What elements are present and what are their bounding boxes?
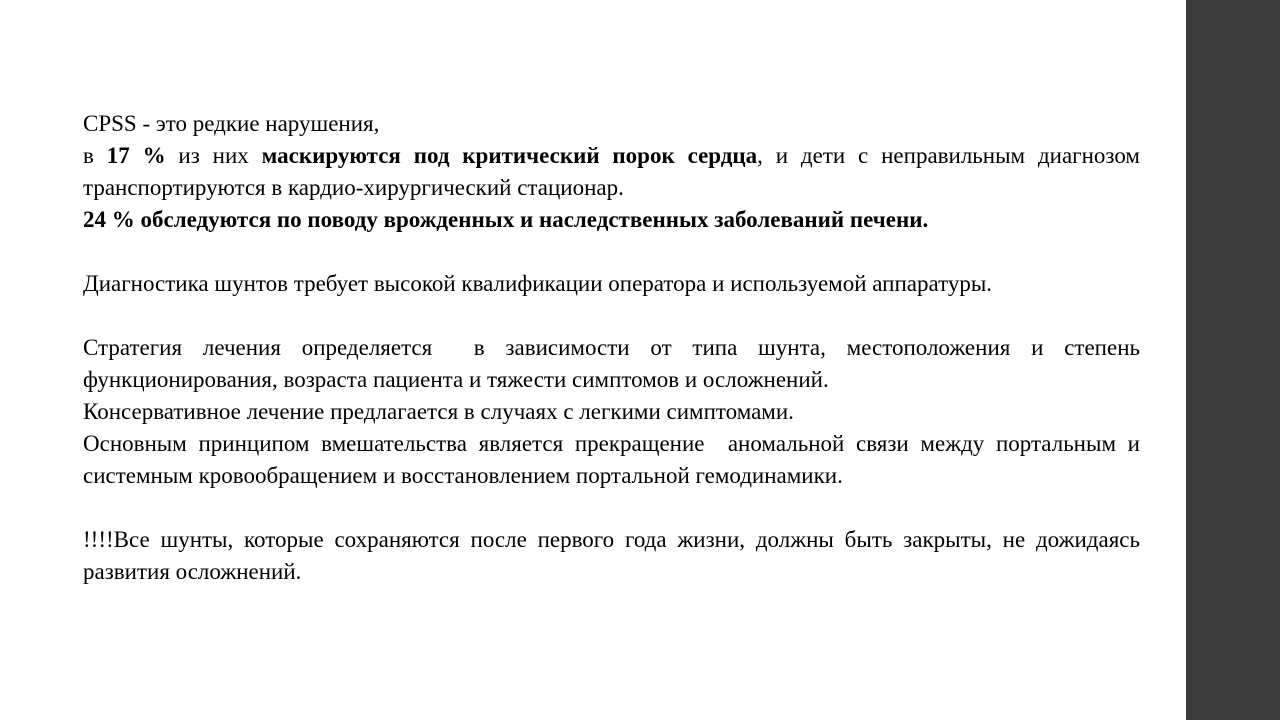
paragraph-liver-diseases — [83, 204, 1140, 236]
slide-body-text — [83, 108, 1146, 588]
paragraph-principle: Основным принципом вмешательства является прекращение аномальной связи между портальным и системным кровообращением и восстановлением портальной гемодинамики. — [83, 431, 1146, 488]
text-segment: в — [83, 143, 107, 168]
paragraph-diagnostics: Диагностика шунтов требует высокой квалификации оператора и используемой аппаратуры. — [83, 271, 993, 296]
paragraph-cpss-intro: CPSS - это редкие нарушения, — [83, 111, 380, 136]
text-segment: из них — [165, 143, 262, 168]
side-panel — [1186, 0, 1280, 720]
text-segment: , и дети с неправильным диагнозом транспортируются в кардио-хирургический стационар. — [83, 143, 1146, 200]
spacer — [83, 492, 1140, 524]
bold-phrase: маскируются под критический порок сердца — [261, 143, 758, 168]
paragraph-conservative: Консервативное лечение предлагается в случаях с легкими симптомами. — [83, 399, 794, 424]
bold-statement: 24 % обследуются по поводу врожденных и наследственных заболеваний печени. — [83, 207, 929, 232]
paragraph-closure: !!!!Все шунты, которые сохраняются после первого года жизни, должны быть закрыты, не дожидаясь развития осложнений. — [83, 527, 1146, 584]
spacer — [83, 300, 1140, 332]
spacer — [83, 236, 1140, 268]
bold-percentage: 17 % — [106, 143, 166, 168]
paragraph-misdiagnosis — [83, 140, 1146, 204]
paragraph-strategy: Стратегия лечения определяется в зависимости от типа шунта, местоположения и степень функционирования, возраста пациента и тяжести симптомов и осложнений. — [83, 335, 1146, 392]
